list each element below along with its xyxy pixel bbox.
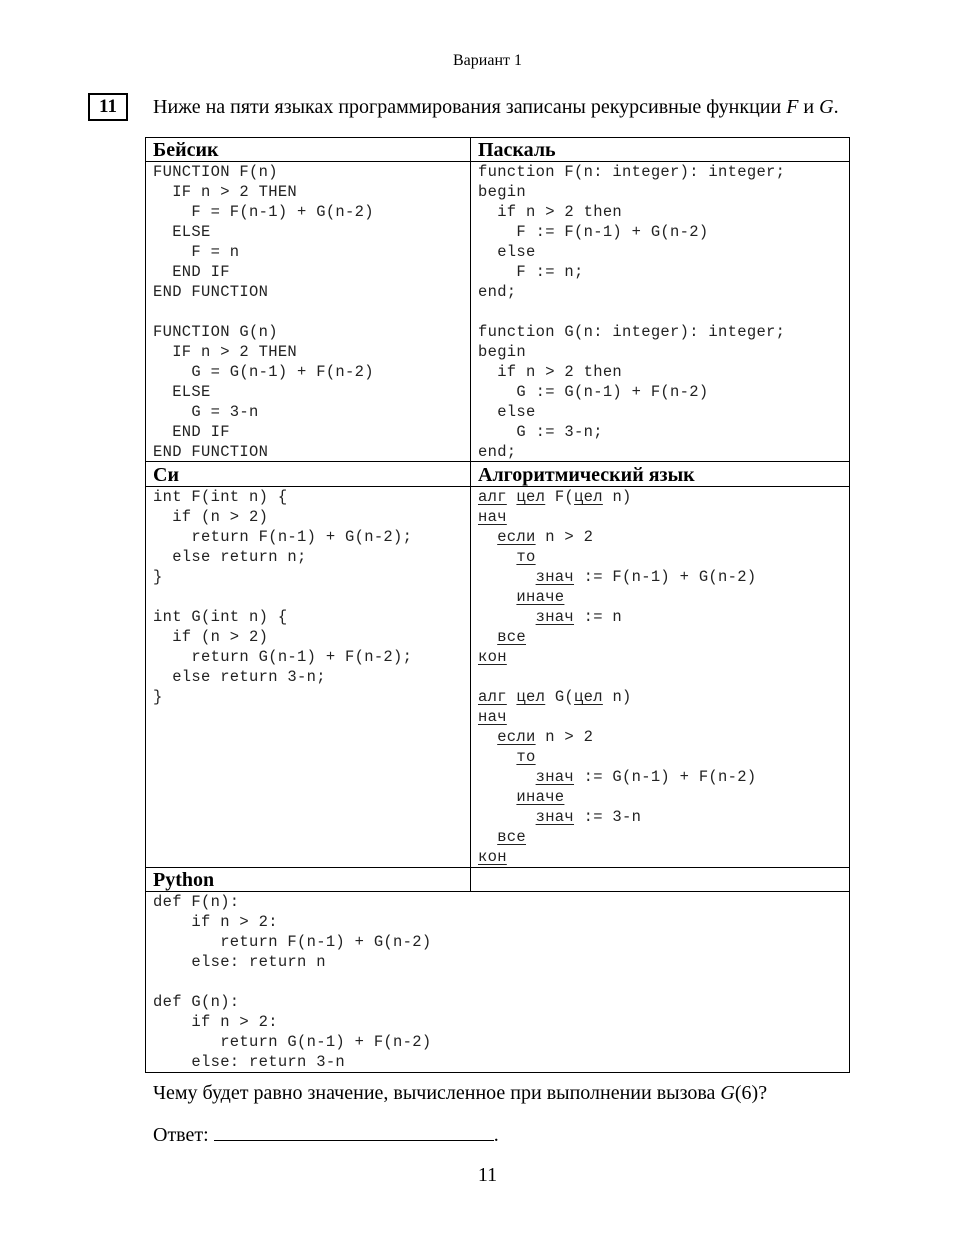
param: n): [602, 688, 632, 706]
kw-alg: алг: [478, 688, 507, 706]
kw-cel: цел: [516, 688, 546, 706]
question-call-args: (6)?: [734, 1082, 768, 1104]
table-border-left: [145, 137, 146, 1072]
param: n): [602, 488, 632, 506]
g-name: G(: [545, 688, 575, 706]
kw-to: то: [516, 748, 536, 766]
pascal-code: function F(n: integer): integer; begin if n > 2 then F := F(n-1) + G(n-2) else F := n; end; function G(n: integer): integer; begin if n > 2 then G := G(n-1) + F(n-2) else G := 3-n; end;: [478, 163, 786, 461]
cond: n > 2: [535, 528, 594, 546]
g-expr: := G(n-1) + F(n-2): [574, 768, 757, 786]
kw-vse: все: [497, 828, 527, 846]
kw-nach: нач: [478, 508, 507, 526]
answer-line: [153, 1122, 499, 1147]
c-code: int F(int n) { if (n > 2) return F(n-1) + G(n-2); else return n; } int G(int n) { if (n > 2) return G(n-1) + F(n-2); else return 3-n; }: [153, 488, 413, 706]
pascal-header: Паскаль: [478, 139, 556, 161]
kw-nach: нач: [478, 708, 507, 726]
kw-alg: алг: [478, 488, 507, 506]
basic-header: Бейсик: [153, 139, 219, 161]
python-code: def F(n): if n > 2: return F(n-1) + G(n-2) else: return n def G(n): if n > 2: return G(n-1) + F(n-2) else: return 3-n: [153, 893, 432, 1071]
question: [153, 1082, 767, 1105]
intro-f: F: [786, 96, 799, 118]
kw-inache: иначе: [516, 588, 565, 606]
kw-znach: знач: [535, 568, 575, 586]
table-column-divider: [470, 137, 471, 891]
algo-header: Алгоритмический язык: [478, 464, 695, 486]
f-else: := n: [574, 608, 623, 626]
f-expr: := F(n-1) + G(n-2): [574, 568, 757, 586]
kw-znach: знач: [535, 768, 575, 786]
answer-blank[interactable]: [214, 1122, 494, 1141]
kw-znach: знач: [535, 608, 575, 626]
answer-end: .: [493, 1124, 499, 1146]
kw-inache: иначе: [516, 788, 565, 806]
intro-and: и: [798, 96, 820, 118]
kw-esli: если: [497, 728, 536, 746]
kw-cel: цел: [516, 488, 546, 506]
answer-label: Ответ:: [153, 1124, 214, 1146]
cond: n > 2: [535, 728, 594, 746]
f-name: F(: [545, 488, 575, 506]
task-number: 11: [88, 93, 128, 121]
table-border-right: [849, 137, 850, 1072]
python-header: Python: [153, 869, 215, 891]
variant-header: Вариант 1: [453, 52, 522, 69]
page-number: 11: [477, 1164, 498, 1186]
task-intro: [153, 96, 839, 119]
kw-cel-param: цел: [574, 488, 603, 506]
kw-kon: кон: [478, 848, 507, 866]
kw-esli: если: [497, 528, 536, 546]
basic-code: FUNCTION F(n) IF n > 2 THEN F = F(n-1) + G(n-2) ELSE F = n END IF END FUNCTION FUNCTION G(n) IF n > 2 THEN G = G(n-1) + F(n-2) ELSE G = 3-n END IF END FUNCTION: [153, 163, 374, 461]
intro-end: .: [833, 96, 839, 118]
kw-to: то: [516, 548, 536, 566]
kw-vse: все: [497, 628, 527, 646]
table-row-line-2: [145, 867, 850, 868]
intro-g: G: [819, 96, 834, 118]
kw-cel-param: цел: [574, 688, 603, 706]
c-header: Си: [153, 464, 179, 486]
kw-znach: знач: [535, 808, 575, 826]
g-else: := 3-n: [574, 808, 642, 826]
intro-text: Ниже на пяти языках программирования записаны рекурсивные функции: [153, 96, 787, 118]
algo-code: [478, 487, 756, 867]
question-text: Чему будет равно значение, вычисленное при выполнении вызова: [153, 1082, 721, 1104]
table-border-bottom: [145, 1072, 850, 1073]
code-table: [145, 137, 850, 1072]
kw-kon: кон: [478, 648, 507, 666]
question-call-name: G: [720, 1082, 735, 1104]
